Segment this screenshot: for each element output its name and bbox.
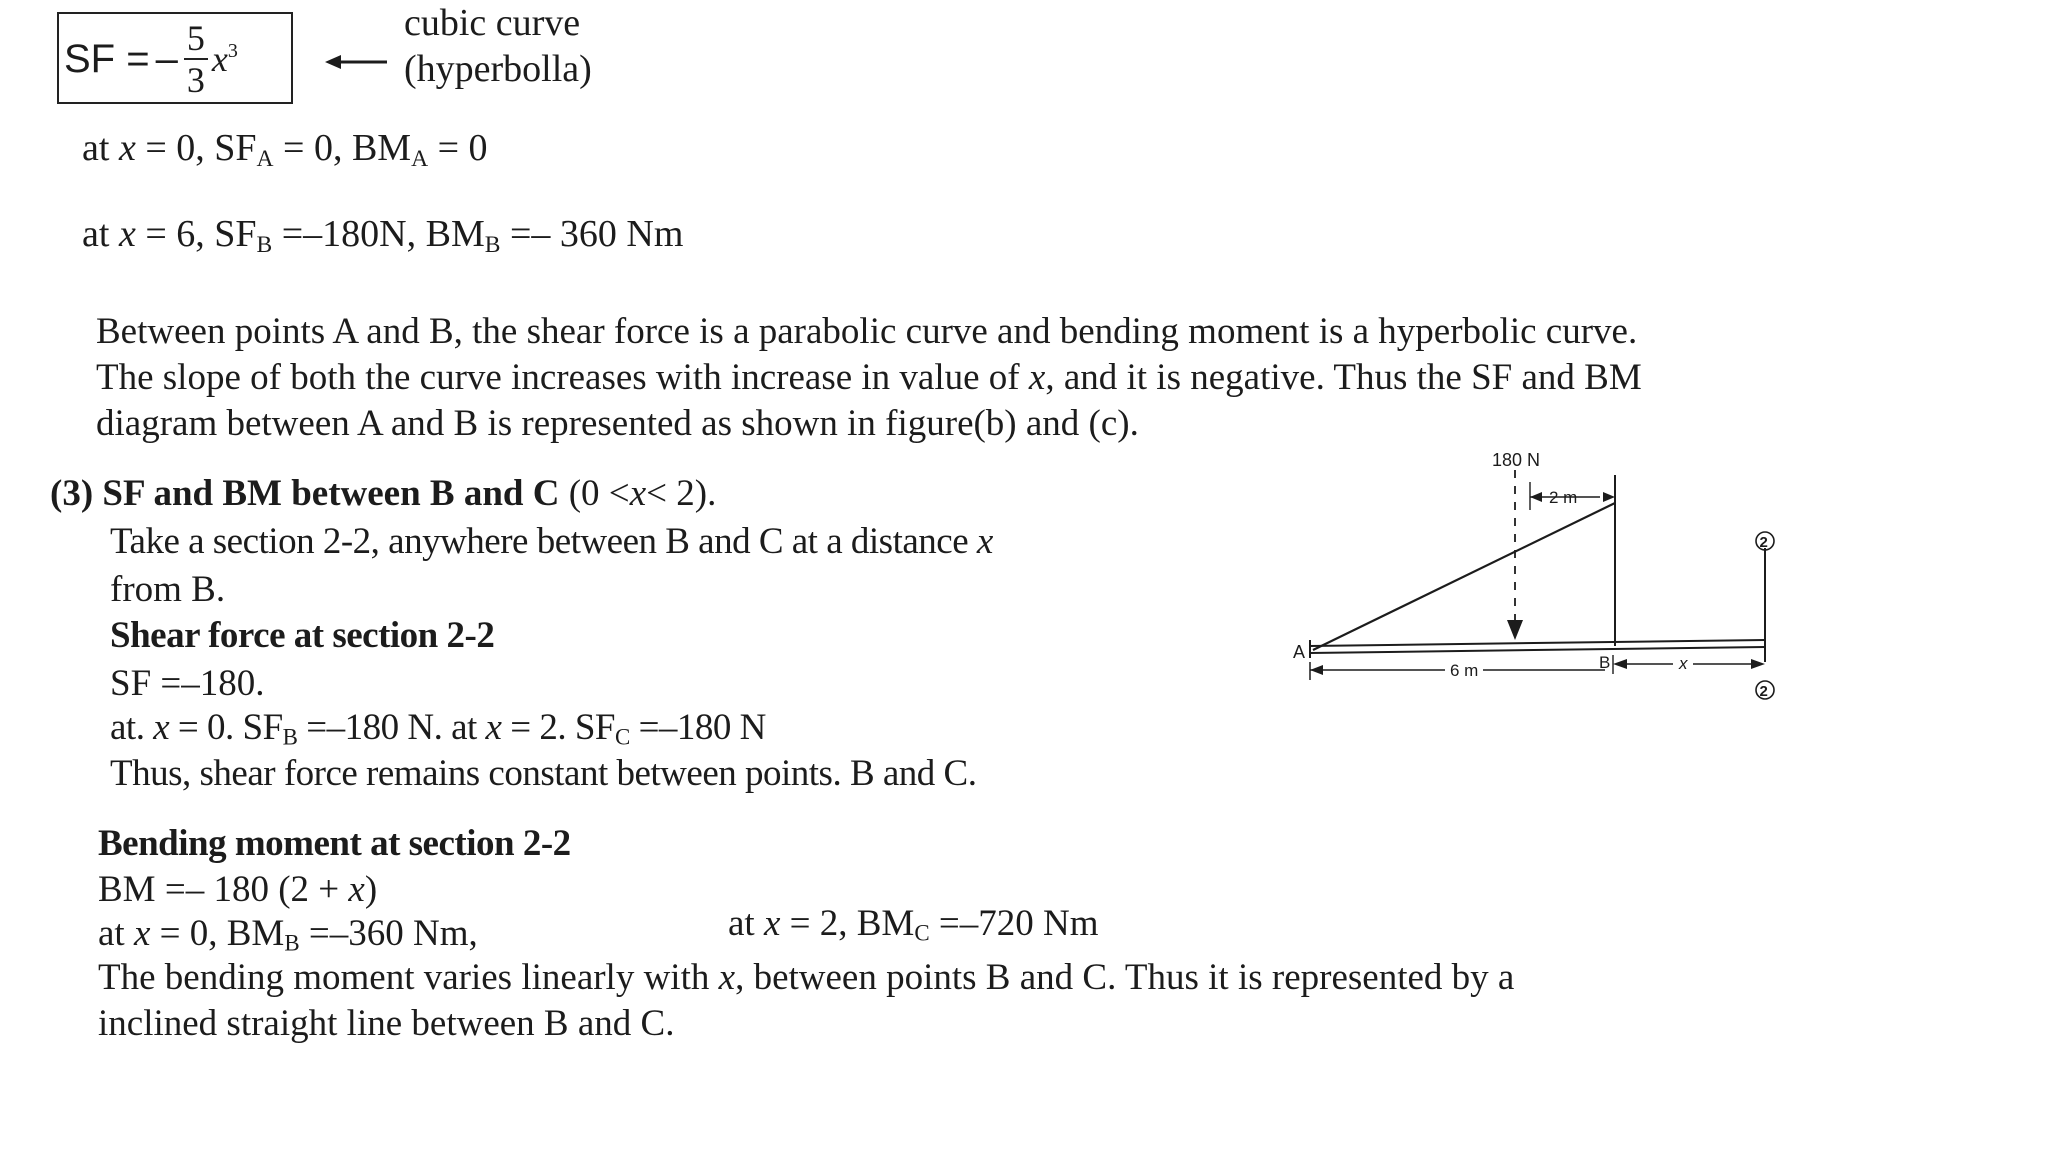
cubic-label-line2: (hyperbolla): [404, 48, 592, 90]
section3-heading: (3) SF and BM between B and C (0 <x< 2).: [50, 473, 717, 514]
formula-exponent: 3: [227, 40, 238, 62]
dim-x-arrow-right-icon: [1751, 659, 1765, 669]
bending-value-x0: at x = 0, $BM_B =-360$ Nm,: [98, 913, 478, 956]
bending-value-x2: at x = 2, $BM_C =-720$ Nm: [728, 903, 1099, 946]
sf-formula: [64, 18, 238, 100]
dim-2m-arrow-right-icon: [1603, 492, 1615, 502]
beam-bottom-edge: [1310, 647, 1765, 653]
beam-top-edge: [1310, 640, 1765, 646]
formula-numerator: 5: [184, 20, 208, 60]
shear-heading: Shear force at section 2-2: [110, 615, 495, 656]
formula-sign: –: [155, 36, 178, 81]
section3-from-b: from B.: [110, 569, 226, 610]
paragraph-ab-line3: diagram between A and B is represented as shown in figure(b) and (c).: [96, 403, 1139, 444]
dim-2m-arrow-left-icon: [1530, 492, 1542, 502]
dim-6m-label: 6 m: [1450, 661, 1479, 680]
load-hypotenuse: [1313, 503, 1615, 650]
shear-conclusion: Thus, shear force remains constant between points. B and C.: [110, 753, 977, 794]
condition-x6: at x = 6, $SF_B =-180N$, $BM_B =- 360$ Nm: [82, 213, 684, 258]
condition-x0: at x = 0, $SF_A = 0$, $BM_A = 0$: [82, 127, 488, 172]
left-arrow-icon: [325, 54, 389, 70]
dim-x-arrow-left-icon: [1613, 659, 1627, 669]
label-x: x: [1679, 654, 1688, 673]
bending-heading: Bending moment at section 2-2: [98, 823, 571, 864]
section3-take-line: Take a section 2-2, anywhere between B and C at a distance x: [110, 521, 993, 562]
section-mark-bottom-label: 2: [1759, 683, 1768, 700]
bending-equation: BM =– 180 (2 + x): [98, 869, 378, 910]
load-label: 180 N: [1492, 450, 1541, 470]
resultant-arrow-icon: [1507, 620, 1523, 640]
paragraph-ab-line2: The slope of both the curve increases with increase in value of x, and it is negative. Thus the SF and BM: [96, 357, 1642, 398]
dim-2m-label: 2 m: [1549, 488, 1578, 507]
shear-equation: SF =–180.: [110, 663, 265, 704]
cubic-curve-label: [404, 0, 592, 92]
formula-denominator: 3: [186, 60, 205, 100]
label-a: A: [1293, 642, 1306, 662]
bending-line2: inclined straight line between B and C.: [98, 1003, 675, 1044]
shear-values: at. x = 0. $SF_B =-180$ N. at x = 2. $SF_C =-180$ N: [110, 707, 766, 750]
section-mark-top-label: 2: [1759, 534, 1768, 551]
cubic-label-line1: cubic curve: [404, 2, 581, 44]
beam-load-diagram: [1265, 440, 1785, 700]
formula-lhs: SF =: [64, 36, 150, 81]
label-b: B: [1599, 653, 1611, 672]
bending-line1: The bending moment varies linearly with x, between points B and C. Thus it is represented by a: [98, 957, 1515, 998]
formula-variable: $x^3$: [211, 39, 238, 79]
formula-fraction: [184, 20, 208, 98]
dim-6m-arrow-icon: [1310, 665, 1323, 675]
paragraph-ab-line1: Between points A and B, the shear force is a parabolic curve and bending moment is a hyperbolic curve.: [96, 311, 1638, 352]
